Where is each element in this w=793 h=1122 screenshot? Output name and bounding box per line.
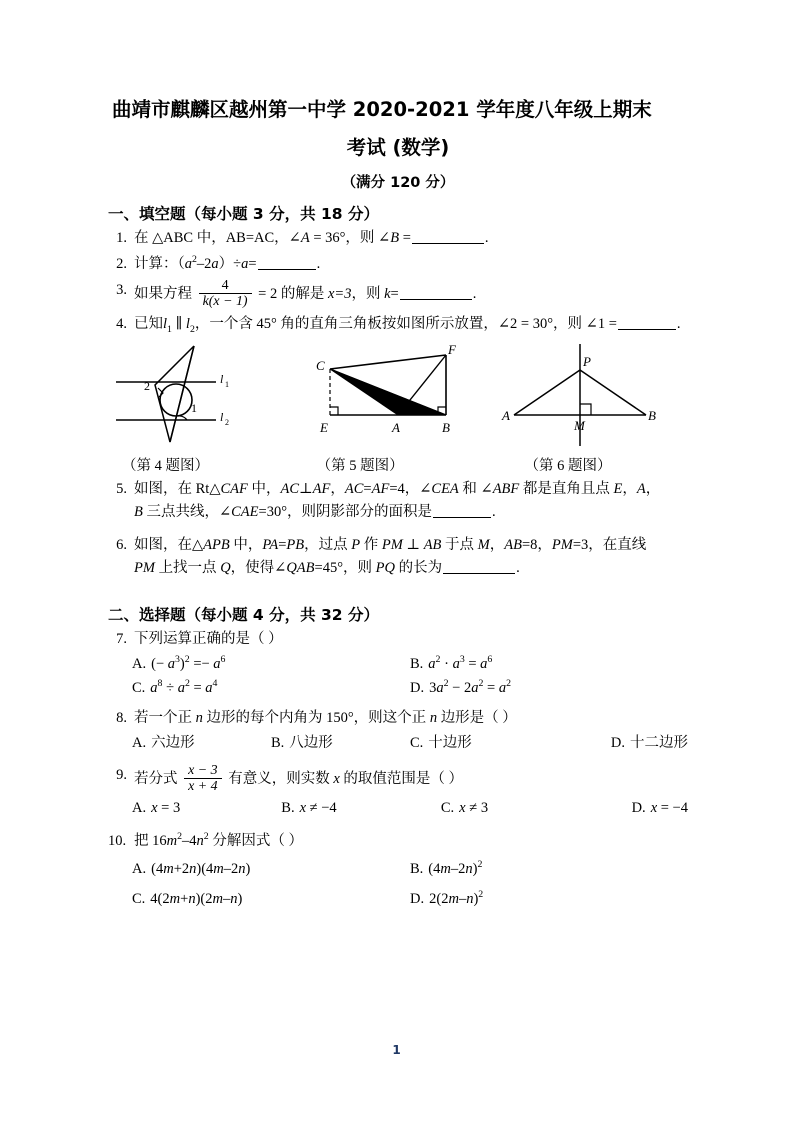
choice-label: A. xyxy=(132,861,147,878)
section-heading-multiple-choice: 二、选择题（每小题 4 分，共 32 分） xyxy=(108,606,379,625)
question-5-line1: 如图，在 Rt△CAF 中，AC⊥AF，AC=AF=4，∠CEA 和 ∠ABF 都是直角且点 E，A， xyxy=(134,481,661,498)
choice-c[interactable] xyxy=(132,676,410,700)
question-3 xyxy=(108,279,688,310)
choice-text: $2(2m-n)^2$ xyxy=(429,889,484,908)
question-3-prefix: 如果方程 xyxy=(134,285,192,302)
figure-5-label-F: F xyxy=(448,342,456,358)
question-7 xyxy=(108,628,688,651)
question-10 xyxy=(108,830,688,853)
question-9 xyxy=(108,764,688,795)
choice-label: D. xyxy=(631,800,646,817)
choice-c[interactable] xyxy=(410,731,549,755)
choice-d[interactable] xyxy=(549,731,688,755)
choice-a[interactable] xyxy=(132,731,271,755)
choice-d[interactable] xyxy=(585,796,688,820)
fraction-denominator: x + 4 xyxy=(184,778,221,794)
figure-4-label-l1-sub: 1 xyxy=(225,380,229,390)
fraction-numerator: 4 xyxy=(221,278,229,293)
choice-label: B. xyxy=(281,800,295,817)
choice-label: C. xyxy=(132,680,146,697)
question-4 xyxy=(108,313,688,336)
figure-6-drawing xyxy=(496,342,688,450)
choice-text: x = −4 xyxy=(650,800,688,817)
choice-c[interactable] xyxy=(132,884,410,914)
choice-text: (4m+2n)(4m–2n) xyxy=(151,861,251,878)
figure-captions-row xyxy=(108,454,688,475)
choice-label: C. xyxy=(410,735,424,752)
question-number: 6. xyxy=(116,537,127,554)
choice-label: A. xyxy=(132,800,147,817)
page-title-line2: 考试 (数学) xyxy=(346,136,450,159)
page-number: 1 xyxy=(392,1043,401,1057)
figures-row xyxy=(108,342,688,450)
question-8 xyxy=(108,707,688,730)
question-4-angle2: ∠2 = 30° xyxy=(497,316,554,333)
figure-6-label-A: A xyxy=(502,408,510,424)
figure-4-label-angle2: 2 xyxy=(144,379,150,394)
choice-text: 十二边形 xyxy=(630,735,688,752)
question-text xyxy=(134,534,688,580)
question-3-mid2: ，则 xyxy=(351,285,385,302)
question-10-choices xyxy=(108,854,688,914)
choice-label: C. xyxy=(440,800,455,817)
question-3-mid: = 2 的解是 xyxy=(258,285,328,302)
figure-4-caption: （第 4 题图） xyxy=(122,458,209,475)
choice-text: $a^2 \cdot a^3 = a^6$ xyxy=(428,654,493,673)
figure-4-label-l2: l xyxy=(220,410,224,425)
choice-text: (− $a^3)^2 =- a^6$ xyxy=(151,654,226,673)
question-3-var: k xyxy=(384,285,391,302)
question-1 xyxy=(108,227,688,250)
question-6 xyxy=(108,534,688,580)
parallel-symbol: ∥ xyxy=(175,316,183,333)
answer-blank[interactable] xyxy=(258,255,316,270)
fraction-q9 xyxy=(184,763,221,794)
question-stem: 若一个正 n 边形的每个内角为 150°，则这个正 n 边形是（ ） xyxy=(134,710,517,727)
figure-4 xyxy=(108,342,306,450)
figure-5-label-C: C xyxy=(316,358,325,374)
question-number: 9. xyxy=(116,767,127,784)
choice-text: $(4m-2n)^2$ xyxy=(428,859,483,878)
figure-6-label-B: B xyxy=(648,408,656,424)
question-stem xyxy=(134,764,688,795)
page-title-line1: 曲靖市麒麟区越州第一中学 2020-2021 学年度八年级上期末 xyxy=(112,98,652,121)
choice-label: A. xyxy=(132,735,147,752)
question-text: 已知$l_1$ ∥ $l_2$，一个含 45° 角的直角三角板按如图所示放置，∠2 = 30°，则 ∠1 = . xyxy=(134,316,681,335)
figure-5-drawing xyxy=(306,342,496,450)
question-number: 1. xyxy=(116,230,127,246)
choice-text: $a^8 \div a^2 = a^4$ xyxy=(150,678,218,697)
question-number: 8. xyxy=(116,710,127,727)
question-6-line1: 如图，在△APB 中，PA=PB，过点 P 作 PM ⊥ AB 于点 M，AB=8，PM=3，在直线 xyxy=(134,537,647,554)
answer-blank[interactable] xyxy=(433,503,491,518)
figure-6-label-P: P xyxy=(583,354,591,370)
figure-6-label-M: M xyxy=(574,418,585,434)
answer-blank[interactable] xyxy=(400,285,472,300)
line-label-l1-sub: 1 xyxy=(167,323,172,335)
question-stem: 下列运算正确的是（ ） xyxy=(134,631,283,648)
choice-text: $3a^2 - 2a^2 = a^2$ xyxy=(429,678,511,697)
question-number: 10. xyxy=(108,833,127,850)
question-text xyxy=(134,478,688,524)
figure-5-caption: （第 5 题图） xyxy=(316,458,404,475)
question-number: 3. xyxy=(116,282,127,298)
question-stem: 把 $16m^2-4n^2$ 分解因式（ ） xyxy=(134,831,303,850)
figure-4-label-l2-sub: 2 xyxy=(225,418,229,428)
figure-5-label-E: E xyxy=(320,420,328,436)
question-4-prefix: 已知 xyxy=(134,316,163,333)
line-label-l2: l xyxy=(185,316,190,333)
figure-4-label-l1: l xyxy=(220,372,224,387)
answer-blank[interactable] xyxy=(443,559,515,574)
choice-b[interactable] xyxy=(410,652,688,676)
question-text: 计算：$(a^2-2a)\div a=$ . xyxy=(134,254,321,272)
choice-label: D. xyxy=(410,891,425,908)
question-number: 2. xyxy=(116,256,127,272)
choice-text: x ≠ −4 xyxy=(299,800,337,817)
choice-d[interactable] xyxy=(410,676,688,700)
question-5 xyxy=(108,478,688,524)
question-5-line2: B 三点共线，∠CAE=30°，则阴影部分的面积是 . xyxy=(134,504,496,521)
choice-a[interactable] xyxy=(132,854,410,884)
fraction-denominator: k(x − 1) xyxy=(199,293,252,309)
fraction-q3 xyxy=(199,278,252,309)
question-number: 5. xyxy=(116,481,127,498)
question-3-eq: = xyxy=(390,285,399,302)
answer-blank[interactable] xyxy=(618,315,676,330)
question-9-prefix: 若分式 xyxy=(134,770,178,787)
question-4-mid: ，一个含 45° 角的直角三角板按如图所示放置， xyxy=(194,316,498,333)
choice-label: C. xyxy=(132,891,146,908)
answer-blank[interactable] xyxy=(412,229,484,244)
choice-label: B. xyxy=(271,735,285,752)
figure-6 xyxy=(496,342,688,450)
line-label-l1: l xyxy=(163,316,168,333)
line-label-l2-sub: 2 xyxy=(189,323,195,335)
fraction-numerator: x − 3 xyxy=(188,763,218,779)
figure-4-drawing xyxy=(108,342,306,450)
figure-5-label-A: A xyxy=(392,420,400,436)
choice-text: 4(2m+n)(2m–n) xyxy=(150,891,243,908)
choice-a[interactable] xyxy=(132,796,281,820)
question-9-choices xyxy=(108,796,688,820)
question-8-choices xyxy=(108,731,688,755)
choice-d[interactable] xyxy=(410,884,688,914)
question-3-solution: x=3 xyxy=(327,285,352,302)
question-2 xyxy=(108,253,688,276)
choice-label: A. xyxy=(132,656,147,673)
figure-5 xyxy=(306,342,496,450)
choice-text: 十边形 xyxy=(428,735,472,752)
choice-text: 八边形 xyxy=(289,735,333,752)
figure-4-label-angle1: 1 xyxy=(191,401,197,416)
choice-b[interactable] xyxy=(271,731,410,755)
page-content xyxy=(108,95,688,914)
choice-label: B. xyxy=(410,861,424,878)
choice-text: x = 3 xyxy=(151,800,181,817)
question-text: 如果方程 $\frac{4}{k(x - 1)}$ = 2 的解是 x=3，则 k= . xyxy=(134,278,477,310)
choice-text: x ≠ 3 xyxy=(459,800,489,817)
choice-b[interactable] xyxy=(281,796,441,820)
question-9-suffix: 有意义，则实数 x 的取值范围是（ ） xyxy=(228,770,464,787)
choice-label: D. xyxy=(610,735,625,752)
choice-a[interactable] xyxy=(132,652,410,676)
choice-label: D. xyxy=(410,680,425,697)
choice-b[interactable] xyxy=(410,854,688,884)
choice-text: 六边形 xyxy=(151,735,195,752)
question-4-tail: ，则 ∠1 = xyxy=(553,316,617,333)
figure-6-caption: （第 6 题图） xyxy=(524,458,612,475)
section-heading-fill-in-blank: 一、填空题（每小题 3 分，共 18 分） xyxy=(108,205,379,223)
question-text: 在 △ABC 中，AB=AC，∠A = 36°，则 ∠B = . xyxy=(134,230,489,246)
choice-label: B. xyxy=(410,656,424,673)
choice-c[interactable] xyxy=(441,796,585,820)
exam-subtitle: （满分 120 分） xyxy=(341,175,455,191)
figure-5-label-B: B xyxy=(442,420,450,436)
question-number: 4. xyxy=(116,316,127,333)
question-number: 7. xyxy=(116,631,127,648)
question-7-choices xyxy=(108,652,688,700)
question-6-line2: PM 上找一点 Q，使得∠QAB=45°，则 PQ 的长为 . xyxy=(134,560,520,577)
